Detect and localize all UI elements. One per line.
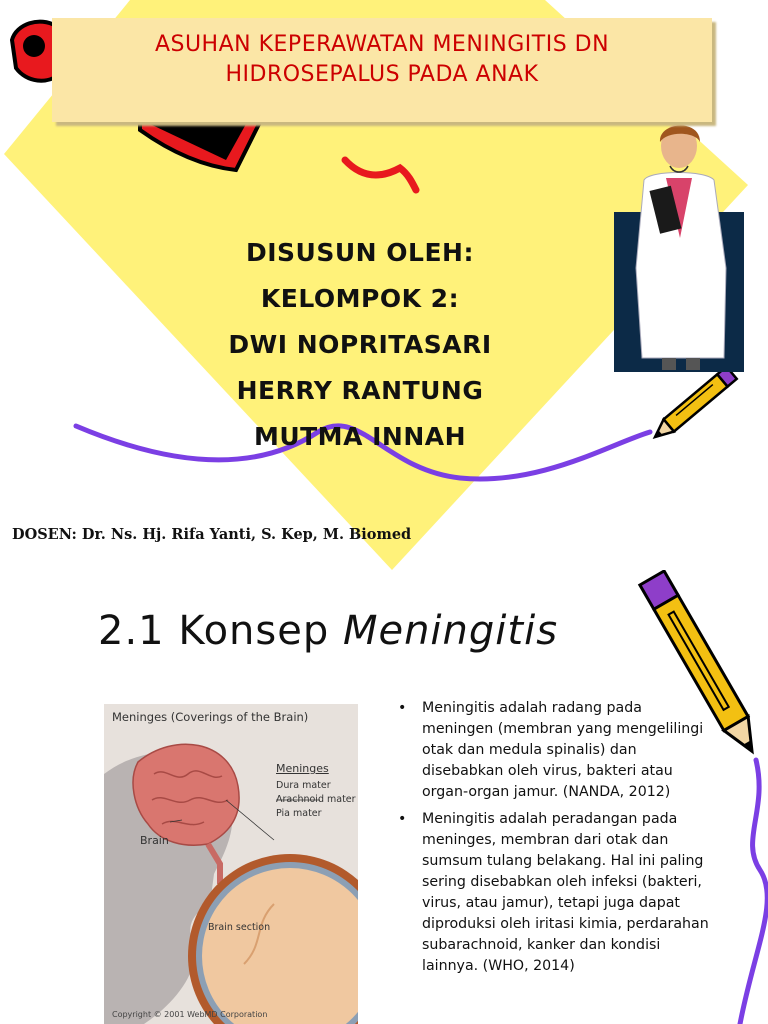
- meninges-diagram: [104, 704, 358, 1024]
- author-line: DWI NOPRITASARI: [228, 330, 492, 359]
- label-arachnoid-mater: Arachnoid mater: [276, 794, 356, 805]
- pencil-icon: [650, 367, 737, 444]
- bullet-text: Meningitis adalah radang pada meningen (membran yang mengelilingi otak dan medula spinalis) dan disebabkan oleh virus, bakteri atau organ-organ jamur. (NANDA, 2012): [422, 700, 704, 800]
- label-brain: Brain: [140, 834, 169, 847]
- list-item: [396, 809, 716, 977]
- presentation-title: [52, 30, 712, 90]
- figure-copyright: Copyright © 2001 WebMD Corporation: [112, 1010, 268, 1019]
- bullet-icon: •: [398, 811, 407, 827]
- lecturer-credit: DOSEN: Dr. Ns. Hj. Rifa Yanti, S. Kep, M. Biomed: [12, 526, 412, 543]
- figure-title: Meninges (Coverings of the Brain): [112, 710, 309, 724]
- label-meninges: Meninges: [276, 762, 329, 775]
- purple-wave-line: [740, 760, 767, 1024]
- meninges-figure: [104, 704, 358, 1024]
- definition-list: [396, 698, 716, 983]
- title-box: [52, 18, 712, 122]
- label-pia-mater: Pia mater: [276, 808, 322, 819]
- heading-italic: Meningitis: [342, 608, 559, 654]
- label-brain-section: Brain section: [208, 922, 271, 933]
- list-item: [396, 698, 716, 803]
- author-line: HERRY RANTUNG: [236, 376, 484, 405]
- author-line: DISUSUN OLEH:: [246, 238, 474, 267]
- author-list: [180, 230, 540, 460]
- bullet-icon: •: [398, 700, 407, 716]
- label-dura-mater: Dura mater: [276, 780, 331, 791]
- author-line: MUTMA INNAH: [253, 422, 467, 451]
- content-slide: [0, 570, 768, 1024]
- heading-prefix: 2.1 Konsep: [98, 608, 330, 654]
- bullet-text: Meningitis adalah peradangan pada meninges, membran dari otak dan sumsum tulang belakang. Hal ini paling sering disebabkan oleh infeksi (bakteri, virus, atau jamur), tetapi juga dapat diproduksi oleh iritasi kimia, perdarahan subarachnoid, kanker dan kondisi lainnya. (WHO, 2014): [422, 811, 709, 974]
- section-heading: [98, 608, 558, 654]
- title-line-1: ASUHAN KEPERAWATAN MENINGITIS DN: [154, 32, 610, 57]
- nurse-illustration: [614, 118, 744, 372]
- title-line-2: HIDROSEPALUS PADA ANAK: [225, 62, 539, 87]
- author-line: KELOMPOK 2:: [260, 284, 460, 313]
